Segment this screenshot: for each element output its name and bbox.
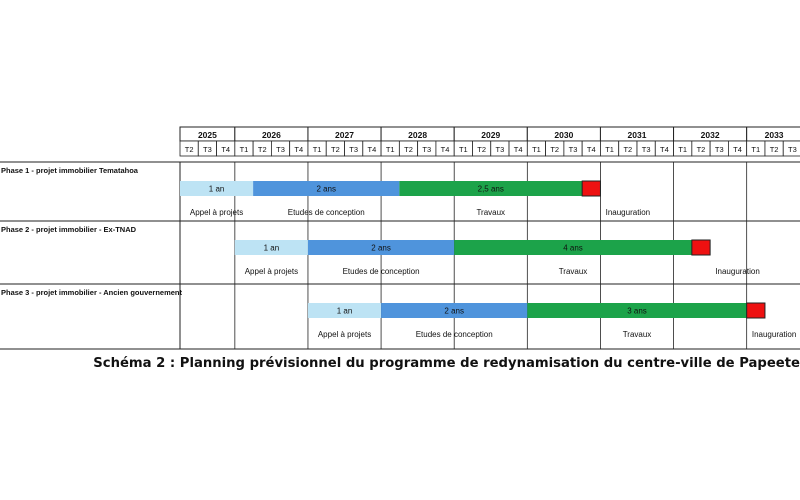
quarter-label: T4: [367, 145, 377, 154]
bar-caption: Appel à projets: [189, 208, 244, 217]
year-label: 2032: [700, 130, 720, 140]
quarter-label: T4: [221, 145, 231, 154]
quarter-label: T4: [294, 145, 304, 154]
quarter-label: T3: [568, 145, 578, 154]
year-label: 2025: [197, 130, 217, 140]
bar-caption: Travaux: [558, 267, 588, 276]
quarter-label: T2: [623, 145, 633, 154]
quarter-label: T3: [714, 145, 724, 154]
quarter-label: T2: [257, 145, 267, 154]
bar-caption: Etudes de conception: [415, 330, 493, 339]
bar-duration-label: 4 ans: [563, 243, 583, 253]
quarter-label: T2: [550, 145, 560, 154]
quarter-label: T3: [641, 145, 651, 154]
quarter-label: T4: [586, 145, 596, 154]
phase-title: Phase 1 - projet immobilier Tematahoa: [1, 166, 138, 175]
bar-duration-label: 2,5 ans: [477, 184, 504, 194]
phase-title: Phase 3 - projet immobilier - Ancien gouvernement: [1, 288, 183, 297]
bar-caption: Etudes de conception: [342, 267, 420, 276]
quarter-label: T4: [660, 145, 669, 154]
year-label: 2028: [408, 130, 428, 140]
figure-caption: Schéma 2 : Planning prévisionnel du programme de redynamisation du centre-ville de Papeete: [93, 356, 800, 371]
milestone-bar: [747, 303, 765, 318]
quarter-label: T3: [495, 145, 505, 154]
quarter-label: T1: [532, 145, 541, 154]
bar-duration-label: 1 an: [208, 184, 225, 194]
quarter-label: T4: [733, 145, 742, 154]
quarter-label: T3: [203, 145, 212, 154]
bar-caption: Inauguration: [605, 208, 651, 217]
quarter-label: T1: [239, 145, 249, 154]
quarter-label: T2: [404, 145, 413, 154]
bar-caption: Inauguration: [751, 330, 797, 339]
bar-caption: Inauguration: [715, 267, 760, 276]
year-label: 2030: [554, 130, 574, 140]
quarter-label: T3: [422, 145, 432, 154]
bar-caption: Travaux: [622, 330, 652, 339]
quarter-label: T2: [769, 145, 779, 154]
bar-duration-label: 1 an: [336, 306, 353, 316]
quarter-label: T2: [696, 145, 706, 154]
quarter-label: T3: [787, 145, 797, 154]
quarter-label: T1: [751, 145, 761, 154]
milestone-bar: [582, 181, 600, 196]
bar-duration-label: 2 ans: [316, 184, 337, 194]
year-label: 2027: [335, 130, 354, 140]
year-label: 2029: [481, 130, 501, 140]
phase-title: Phase 2 - projet immobilier - Ex-TNAD: [1, 225, 137, 234]
year-label: 2031: [627, 130, 647, 140]
milestone-bar: [692, 240, 710, 255]
quarter-label: T2: [184, 145, 194, 154]
bar-caption: Appel à projets: [244, 267, 299, 276]
quarter-label: T1: [312, 145, 322, 154]
quarter-label: T4: [440, 145, 450, 154]
quarter-label: T2: [330, 145, 340, 154]
quarter-label: T1: [678, 145, 688, 154]
quarter-label: T3: [349, 145, 359, 154]
bar-duration-label: 2 ans: [444, 306, 464, 316]
quarter-label: T1: [385, 145, 395, 154]
year-label: 2026: [261, 130, 281, 140]
year-label: 2033: [764, 130, 784, 140]
quarter-label: T4: [513, 145, 523, 154]
bar-duration-label: 1 an: [263, 243, 280, 253]
quarter-label: T1: [605, 145, 614, 154]
bar-duration-label: 3 ans: [627, 306, 647, 316]
bar-caption: Etudes de conception: [287, 208, 365, 217]
quarter-label: T3: [276, 145, 285, 154]
bar-duration-label: 2 ans: [371, 243, 391, 253]
quarter-label: T2: [477, 145, 487, 154]
bar-caption: Appel à projets: [317, 330, 372, 339]
bar-caption: Travaux: [476, 208, 506, 217]
quarter-label: T1: [458, 145, 468, 154]
